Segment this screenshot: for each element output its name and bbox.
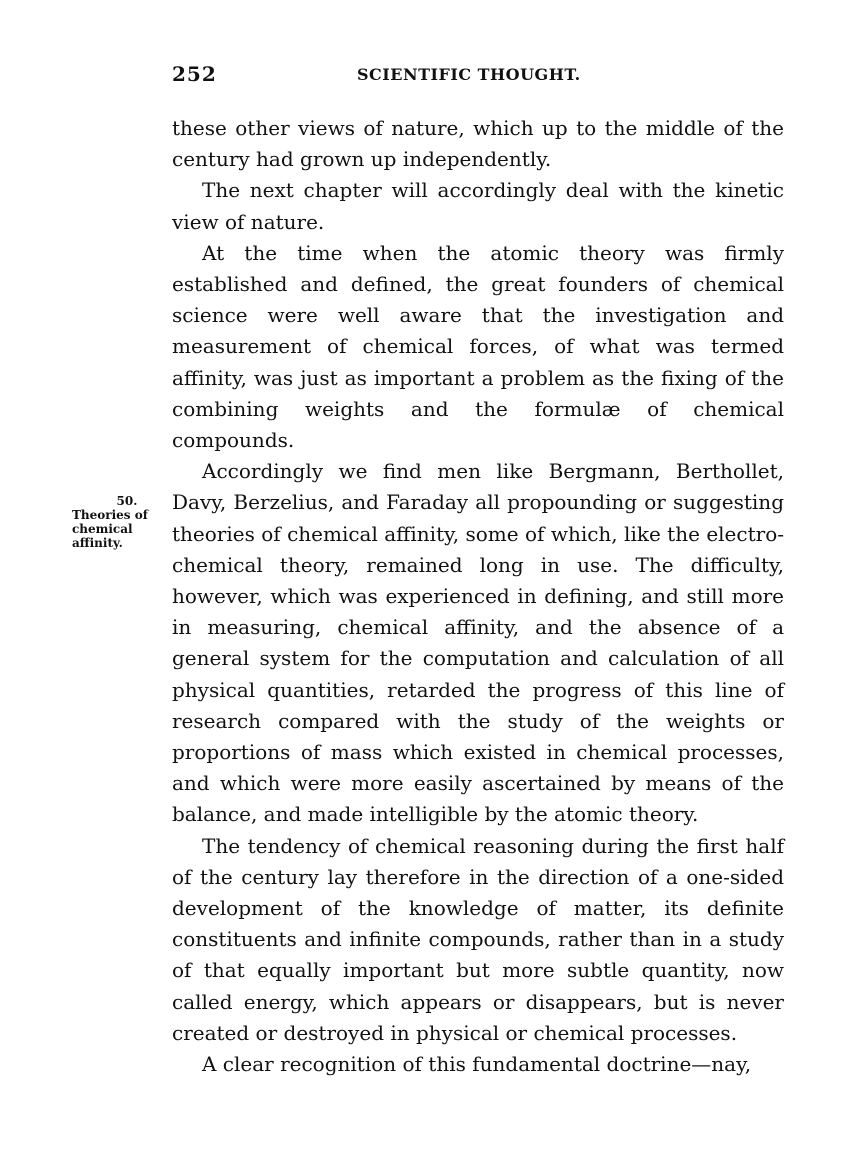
margin-note-title: Theories of chemical affinity. bbox=[72, 508, 148, 550]
paragraph: Accordingly we find men like Bergmann, Berthollet, Davy, Berzelius, and Faraday all propounding or suggesting theories of chemical affinity, some of which, like the electro-chemical theory, remained long in use. The difficulty, however, which was experienced in defining, and still more in measuring, chemical affinity, and the absence of a general system for the computation and calculation of all physical quantities, retarded the progress of this line of research compared with the study of the weights or proportions of mass which existed in chemical processes, and which were more easily ascertained by means of the balance, and made intelligible by the atomic theory. bbox=[172, 459, 784, 827]
paragraph: A clear recognition of this fundamental doctrine—nay, bbox=[202, 1052, 752, 1077]
paragraph-continuation: these other views of nature, which up to the middle of the century had grown up independently. bbox=[172, 116, 784, 172]
paragraph: The tendency of chemical reasoning during the first half of the century lay therefore in the direction of a one-sided development of the knowledge of matter, its definite constituents and infinite compounds, rather than in a study of that equally important but more subtle quantity, now called energy, which appears or disappears, but is never created or destroyed in physical or chemical processes. bbox=[172, 833, 784, 1045]
margin-note-number: 50. bbox=[116, 494, 138, 508]
body-text bbox=[172, 113, 784, 1080]
margin-note bbox=[72, 494, 164, 550]
page-number: 252 bbox=[172, 62, 217, 86]
running-head bbox=[172, 62, 782, 92]
paragraph: The next chapter will accordingly deal with the kinetic view of nature. bbox=[172, 178, 784, 234]
paragraph: At the time when the atomic theory was firmly established and defined, the great founders of chemical science were well aware that the investigation and measurement of chemical forces, of what was termed affinity, was just as important a problem as the fixing of the combining weights and the formulæ of chemical compounds. bbox=[172, 240, 784, 453]
running-title: SCIENTIFIC THOUGHT. bbox=[357, 65, 581, 84]
